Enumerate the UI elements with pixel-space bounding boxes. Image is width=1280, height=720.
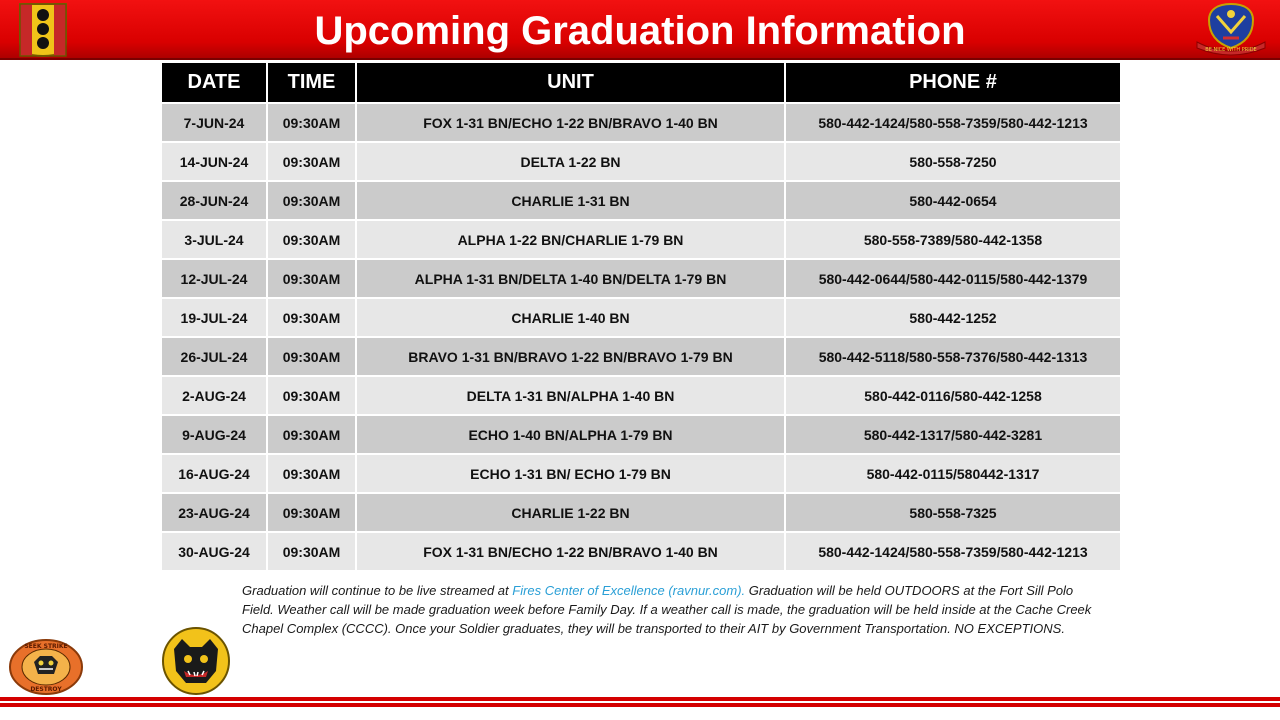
- date-cell: 9-AUG-24: [161, 415, 267, 454]
- date-cell: 3-JUL-24: [161, 220, 267, 259]
- unit-cell: FOX 1-31 BN/ECHO 1-22 BN/BRAVO 1-40 BN: [356, 103, 785, 142]
- phone-cell: 580-442-1252: [785, 298, 1121, 337]
- table-header-row: [161, 62, 1121, 103]
- note-text-details: Graduation will be held OUTDOORS at the Fort Sill Polo Field. Weather call will be made graduation week before Family Day. If a weather call is made, the graduation will be held inside at the Cache Creek Chapel Complex (CCCC). Once your Soldier graduates, they will be transported to their AIT by Government Transportation. NO EXCEPTIONS.: [242, 583, 1092, 636]
- time-cell: 09:30AM: [267, 142, 356, 181]
- table-row: [161, 142, 1121, 181]
- unit-cell: ECHO 1-31 BN/ ECHO 1-79 BN: [356, 454, 785, 493]
- phone-cell: 580-442-0654: [785, 181, 1121, 220]
- unit-cell: DELTA 1-31 BN/ALPHA 1-40 BN: [356, 376, 785, 415]
- date-cell: 28-JUN-24: [161, 181, 267, 220]
- unit-cell: ALPHA 1-22 BN/CHARLIE 1-79 BN: [356, 220, 785, 259]
- column-header-date: DATE: [161, 62, 267, 103]
- column-header-phone: PHONE #: [785, 62, 1121, 103]
- phone-cell: 580-558-7325: [785, 493, 1121, 532]
- time-cell: 09:30AM: [267, 220, 356, 259]
- footer-divider-lower: [0, 703, 1280, 707]
- table-row: [161, 376, 1121, 415]
- table-row: [161, 493, 1121, 532]
- time-cell: 09:30AM: [267, 376, 356, 415]
- phone-cell: 580-442-1424/580-558-7359/580-442-1213: [785, 103, 1121, 142]
- footer-divider: [0, 697, 1280, 701]
- table-row: [161, 103, 1121, 142]
- graduation-note: [242, 581, 1092, 638]
- badge-text-bottom: DESTROY: [30, 686, 62, 693]
- table-row: [161, 181, 1121, 220]
- date-cell: 23-AUG-24: [161, 493, 267, 532]
- crest-motto: BE NICE WITH PRIDE: [1205, 47, 1257, 53]
- time-cell: 09:30AM: [267, 259, 356, 298]
- phone-cell: 580-442-0116/580-442-1258: [785, 376, 1121, 415]
- column-header-time: TIME: [267, 62, 356, 103]
- time-cell: 09:30AM: [267, 103, 356, 142]
- phone-cell: 580-442-0644/580-442-0115/580-442-1379: [785, 259, 1121, 298]
- unit-cell: CHARLIE 1-40 BN: [356, 298, 785, 337]
- date-cell: 30-AUG-24: [161, 532, 267, 571]
- unit-cell: CHARLIE 1-31 BN: [356, 181, 785, 220]
- date-cell: 16-AUG-24: [161, 454, 267, 493]
- panther-badge-icon: [160, 627, 232, 700]
- unit-cell: CHARLIE 1-22 BN: [356, 493, 785, 532]
- phone-cell: 580-442-0115/580442-1317: [785, 454, 1121, 493]
- time-cell: 09:30AM: [267, 532, 356, 571]
- crest-icon: [1193, 2, 1269, 61]
- table-row: [161, 337, 1121, 376]
- table-row: [161, 298, 1121, 337]
- page-title: Upcoming Graduation Information: [314, 9, 966, 53]
- column-header-unit: UNIT: [356, 62, 785, 103]
- phone-cell: 580-442-5118/580-558-7376/580-442-1313: [785, 337, 1121, 376]
- unit-cell: DELTA 1-22 BN: [356, 142, 785, 181]
- table-row: [161, 259, 1121, 298]
- graduation-table: [160, 61, 1122, 572]
- unit-cell: BRAVO 1-31 BN/BRAVO 1-22 BN/BRAVO 1-79 BN: [356, 337, 785, 376]
- time-cell: 09:30AM: [267, 298, 356, 337]
- date-cell: 14-JUN-24: [161, 142, 267, 181]
- date-cell: 12-JUL-24: [161, 259, 267, 298]
- date-cell: 19-JUL-24: [161, 298, 267, 337]
- table-row: [161, 532, 1121, 571]
- time-cell: 09:30AM: [267, 337, 356, 376]
- phone-cell: 580-442-1424/580-558-7359/580-442-1213: [785, 532, 1121, 571]
- artillery-unit-insignia-icon: [18, 2, 68, 63]
- tank-destroyer-badge-icon: [8, 638, 84, 701]
- unit-cell: FOX 1-31 BN/ECHO 1-22 BN/BRAVO 1-40 BN: [356, 532, 785, 571]
- unit-cell: ALPHA 1-31 BN/DELTA 1-40 BN/DELTA 1-79 BN: [356, 259, 785, 298]
- time-cell: 09:30AM: [267, 415, 356, 454]
- time-cell: 09:30AM: [267, 493, 356, 532]
- note-text-intro: Graduation will continue to be live streamed at: [242, 583, 513, 598]
- time-cell: 09:30AM: [267, 454, 356, 493]
- unit-cell: ECHO 1-40 BN/ALPHA 1-79 BN: [356, 415, 785, 454]
- table-row: [161, 454, 1121, 493]
- phone-cell: 580-558-7389/580-442-1358: [785, 220, 1121, 259]
- time-cell: 09:30AM: [267, 181, 356, 220]
- table-row: [161, 415, 1121, 454]
- date-cell: 2-AUG-24: [161, 376, 267, 415]
- badge-text-top: SEEK STRIKE: [24, 643, 68, 650]
- date-cell: 26-JUL-24: [161, 337, 267, 376]
- table-row: [161, 220, 1121, 259]
- phone-cell: 580-442-1317/580-442-3281: [785, 415, 1121, 454]
- livestream-link[interactable]: Fires Center of Excellence (ravnur.com).: [512, 583, 746, 598]
- phone-cell: 580-558-7250: [785, 142, 1121, 181]
- date-cell: 7-JUN-24: [161, 103, 267, 142]
